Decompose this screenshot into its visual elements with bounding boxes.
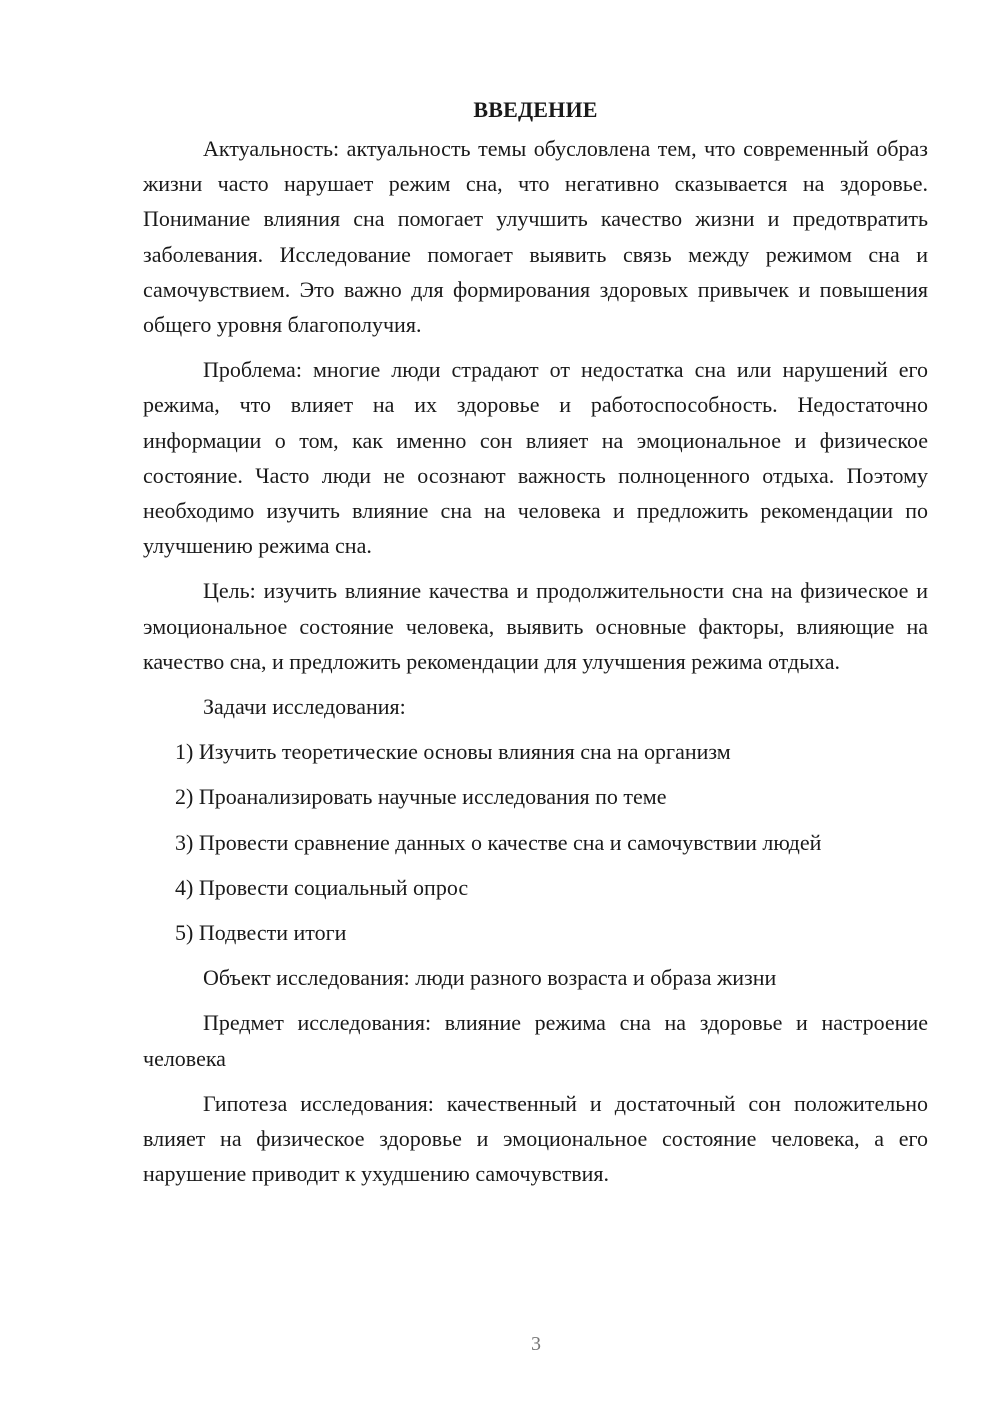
section-title: ВВЕДЕНИЕ: [473, 97, 598, 122]
paragraph-goal: Цель: изучить влияние качества и продолжительности сна на физическое и эмоциональное состояние человека, выявить основные факторы, влияющие на качество сна, и предложить рекомендации для улучшения режима отдыха.: [143, 578, 928, 674]
tasks-heading: Задачи исследования:: [203, 694, 406, 720]
page-number: 3: [531, 1333, 541, 1355]
paragraph-relevance: Актуальность: актуальность темы обусловлена тем, что современный образ жизни часто нарушает режим сна, что негативно сказывается на здоровье. Понимание влияния сна помогает улучшить качество жизни и предотвратить заболевания. Исследование помогает выявить связь между режимом сна и самочувствием. Это важно для формирования здоровых привычек и повышения общего уровня благополучия.: [143, 136, 928, 338]
paragraph-hypothesis: Гипотеза исследования: качественный и достаточный сон положительно влияет на физическое здоровье и эмоциональное состояние человека, а его нарушение приводит к ухудшению самочувствия.: [143, 1090, 928, 1187]
list-item: 4) Провести социальный опрос: [175, 874, 469, 900]
list-item: 3) Провести сравнение данных о качестве сна и самочувствии людей: [175, 829, 822, 855]
paragraph-subject: Предмет исследования: влияние режима сна на здоровье и настроение человека: [143, 1010, 928, 1071]
list-item: 1) Изучить теоретические основы влияния сна на организм: [175, 739, 731, 765]
list-item: 5) Подвести итоги: [175, 920, 347, 946]
list-item: 2) Проанализировать научные исследования по теме: [175, 784, 667, 810]
paragraph-problem: Проблема: многие люди страдают от недостатка сна или нарушений его режима, что влияет на их здоровье и работоспособность. Недостаточно информации о том, как именно сон влияет на эмоциональное и физическое состояние. Часто люди не осознают важность полноценного отдыха. Поэтому необходимо изучить влияние сна на человека и предложить рекомендации по улучшению режима сна.: [143, 357, 928, 559]
document-page: [143, 92, 928, 1201]
paragraph-object: Объект исследования: люди разного возраста и образа жизни: [203, 965, 777, 991]
tasks-list: [143, 734, 928, 950]
